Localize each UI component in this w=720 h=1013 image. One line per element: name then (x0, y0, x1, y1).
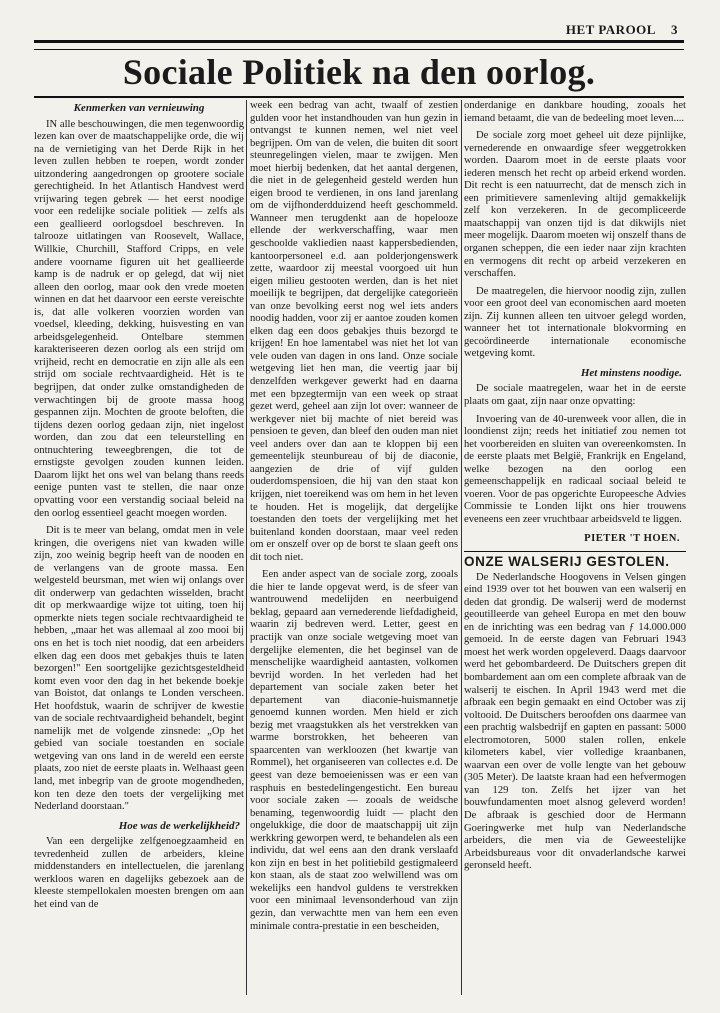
subheading: Kenmerken van vernieuwing (73, 102, 205, 114)
column-divider (461, 100, 462, 995)
paper-name: HET PAROOL (565, 22, 656, 37)
paragraph: De Nederlandsche Hoogovens in Velsen gingen eind 1939 over tot het bouwen van een walserij en deden dat grondig. De walserij werd de modernst geoutilleerde van geheel Europa en met den bouw en de inrichting was een bedrag van ƒ 14.000.000 gemoeid. In de eerste dagen van Februari 1943 moest het werk worden opgeleverd. Daags daarvoor werd het gebombardeerd. De Duitschers grepen dit bombardement aan om een complete afbraak van de walserij te eischen. In April 1943 werd met die afbraak een begin gemaakt en eind October was zij voltooid. De Duitschers beroofden ons daarmee van een prachtig walsbedrijf en gapten en passant: 5000 electromotoren, 5000 stalen rollen, enkele kilometers kabel, vier volledige kraanbanen, waarvan een over de volle lengte van het gebouw (305 Meter). De laatste kraan had een hefvermogen van 129 ton. Zelfs het ijzer van het bouwfundamenten moet alsnog geleverd worden! De afbraak is geschied door de Hermann Goeringwerke met hulp van Nederlandsche arbeiders, die men via de Geweestelijke Arbeidsbureaus voor dit onvaderlandsche karwei geronseld heeft. (464, 571, 686, 872)
column-3 (464, 100, 686, 878)
page-number: 3 (671, 22, 678, 37)
paragraph: onderdanige en dankbare houding, zooals het iemand betaamt, die van de bedeeling moet leven.... (464, 100, 686, 124)
author-signature: PIETER 'T HOEN. (584, 532, 680, 544)
paragraph: Van een dergelijke zelfgenoegzaamheid en tevredenheid zullen de arbeiders, kleine middenstanders en intellectuelen, die jarenlang werkloos waren en dagelijks gebezoek aan de kleeste stempellokalen moesten brengen om aan het eind van de (34, 836, 244, 910)
section-title: ONZE WALSERIJ GESTOLEN. (464, 554, 670, 570)
paragraph: Invoering van de 40-urenweek voor allen, die in loondienst zijn; reeds het initiatief zou nemen tot het voorbereiden en sluiten van overeenkomsten. In de eerste plaats met België, Frankrijk en Engeland, welke bezogen na den oorlog een gemeenschappelijk en radicaal sociaal beleid te voeren. Voor de pas opgerichte Europeesche Advies Commissie te Londen lijkt ons hier trouwens eveneens een zeer vruchtbaar arbeidsveld te liggen. (464, 413, 686, 525)
headline-rule (34, 96, 684, 98)
headline: Sociale Politiek na den oorlog. (122, 52, 596, 92)
paragraph: De sociale maatregelen, waar het in de eerste plaats om gaat, zijn naar onze opvatting: (464, 383, 686, 408)
section-rule (464, 551, 686, 552)
column-divider (246, 100, 247, 995)
paragraph: IN alle beschouwingen, die men tegenwoordig lezen kan over de maatschappelijke orde, die wij na de vernietiging van het Derde Rijk in het leven zullen hebben te roepen, wordt zonder uitzondering aangedrongen op grootere sociale gerechtigheid. In het Atlantisch Handvest werd vrijwaring tegen gebrek — het eerst noodige voor een redelijke sociale politiek — zelfs als een geallieerd oorlogsdoel beschreven. In talrooze uitlatingen van Roosevelt, Wallace, Willkie, Churchill, Stafford Cripps, en vele andere voorname figuren uit het geallieerde kamp is de nadruk er op gelegd, dat wij niet alleen den oorlog, maar ook den vrede moeten winnen en dat het daarvoor een eerste vereischte is, dat alle volkeren voorzien worden van voedsel, kleeding, dekking, huisvesting en van arbeidsgelegenheid. Ontelbare stemmen karakteriseeren dezen oorlog als een strijd om vrijheid, recht en democratie en zijn alle als een strijd om sociale rechtvaardigheid. Hèt is te begrijpen, dat onder zulke omstandigheden de verwachtingen bij de groote massa hoog gespannen zijn. Mochten de groote beloften, die tijdens dezen oorlog gedaan zijn, niet ingelost worden, dan zou dat een teleurstelling en ontnuchtering teweegbrengen, die tot de ernstigste gevolgen zouden kunnen leiden. Daarom lijkt het ons wel van belang thans reeds eenige punten vast te stellen, die naar onze opvatting voor een verstandig sociaal beleid na den oorlog essentieel geacht moegen worden. (34, 118, 244, 519)
paragraph: De sociale zorg moet geheel uit deze pijnlijke, vernederende en onwaardige sfeer weggetrokken worden. Daarom moet in de eerste plaats voor iederen mensch het recht op arbeid erkend worden. Dit recht is een natuurrecht, dat de mensch zich in een primitievere samenleving altijd gemakkelijk zelf kon verzekeren. In de gecompliceerde maatschappij van onzen tijd is dat dikwijls niet meer mogelijk. Daarom moeten wij onszelf thans de organen scheppen, die een ieder naar zijn krachten en vermogens dit recht op arbeid verzekeren en verschaffen. (464, 130, 686, 280)
top-rule (34, 40, 684, 50)
subheading: Hoe was de werkelijkheid? (118, 819, 240, 832)
paragraph: Een ander aspect van de sociale zorg, zooals die hier te lande opgevat werd, is de sfeer van wantrouwend medelijden en neerbuigend beklag, gepaard aan vernederende liefdadigheid, waarin zij bedreven werd. Letter, geest en practijk van onze sociale wetgeving moet van dergelijke elementen, die het beginsel van de menschelijke waardigheid aantasten, volkomen bevrijd worden. In het verleden had het departement van sociale zaken beter het departement van diaconie-huismannetje genoemd kunnen worden. Men hield er zich bezig met vraagstukken als het verstrekken van warme borstrokken, het beheeren van spaarcenten van werkloozen (het kwartje van Rommel), het organiseeren van collectes e.d. De geest van deze bemoeienissen was er een van rasphuis en bestedelingengesticht. Een bureau voor sociale zaken — zooals de weidsche benaming, tegenwoordig luidt — placht den ongelukkige, die door de maatschappij uit zijn werkkring geworpen werd, te behandelen als een individu, dat wel eens aan den drank verslaafd kon zijn en best in het politiebild gestigmaleerd kon staan, als de staat zoo welwillend was om wekelijks een handvol guldens te verstrekken voor een minimaal levensonderhoud van zijn gezin, dan verwachtte men van hem een even minimale contra-prestatie in een bescheiden, (250, 569, 458, 932)
column-2 (250, 100, 458, 938)
masthead (566, 22, 678, 38)
paragraph: De maatregelen, die hiervoor noodig zijn, zullen voor een groot deel van economischen aard moeten zijn. Zij kunnen alleen ten uitvoer gelegd worden, wanneer het tot internationale blokvorming en gecoördineerde internationale economische wetgeving komt. (464, 285, 686, 360)
subheading: Het minstens noodige. (580, 366, 682, 379)
column-1 (34, 100, 244, 916)
paragraph: week een bedrag van acht, twaalf of zestien gulden voor het instandhouden van hun gezin in ontvangst te kunnen nemen, wel niet veel begrijpen. Om van de velen, die buiten dit soort steunregelingen vielen, maar te zwijgen. Men moet hierbij bedenken, dat het aantal dergenen, die niet in de gelegenheid gesteld werden hun eigen brood te verdienen, in ons land jarenlang om de vijfhonderdduizend heeft geschommeld. Wanneer men terugdenkt aan de hopelooze ellende der werkverschaffing, waar men geschoolde vakliedien naast kappersbedienden, kantoorpersoneel e.d. aan polderjongenswerk zette, waardoor zij meestal voorgoed uit hun eigen milieu gestooten werden, dan is het niet moeilijk te begrijpen, dat dergelijke categorieën van onze bevolking eerst nog wel iets anders noodig hadden, voor zij er aantoe zouden komen elken dag een doos gebakjes thuis bezorgd te krijgen! En hoe lamentabel was niet het lot van vele ouden van dagen in ons land. Onze sociale wetgeving liet hen man, die veertig jaar bij denzelfden werkgever gewerkt had en daarna met een bpzegtermijn van een week op straat gezet werd, geheel aan zijn lot over: wanneer de werkgever niet bij machte of niet bereid was pensioen te geven, dan bleef den ouden man niet veel anders over dan aan te kloppen bij een gemeentelijk steunbureau of bij de diaconie, aangezien de drie of vijf gulden ouderdomspensioen, die hij van den staat kon krijgen, niet toereikend was om hem in het leven te houden. Het is mogelijk, dat dergelijke toestanden den toets der vergelijking met het buitenland konden doorstaan, maar veel reden om er onszelf over op de borst te slaan geeft ons dit toch niet. (250, 100, 458, 563)
paragraph: Dit is te meer van belang, omdat men in vele kringen, die overigens niet van kwaden wille zijn, zoo weinig begrip heeft van de nooden en de verlangens van de groote massa. Een welgesteld beursman, met wien wij onlangs over dit onderwerp van gedachten wisselden, bracht dit op merkwaardige wijze tot uiting, toen hij opmerkte niets tegen sociale rechtvaardigheid te hebben, „maar het was allemaal al zoo mooi bij ons en het is toch niet noodig, dat een arbeiders elken dag een doos met gebakjes thuis te laten bezorgen!" Een soortgelijke gezichtsgesteldheid komt even voor den dag in het bekende boekje van Boistot, dat onlangs te Londen verscheen. Het hoofdstuk, waarin de schrijver de kwestie van de sociale rechtvaardigheid behandelt, begint namelijk met de volgende zinsnede: „Op het gebied van sociale toestanden en sociale wetgeving van ons land in de wereld een eerste plaats, zoo niet de eerste plaats in. Welhaast geen land, met inbegrip van de groote mogendheden, kon ten deze den toets der vergelijking met Nederland doorstaan." (34, 525, 244, 813)
